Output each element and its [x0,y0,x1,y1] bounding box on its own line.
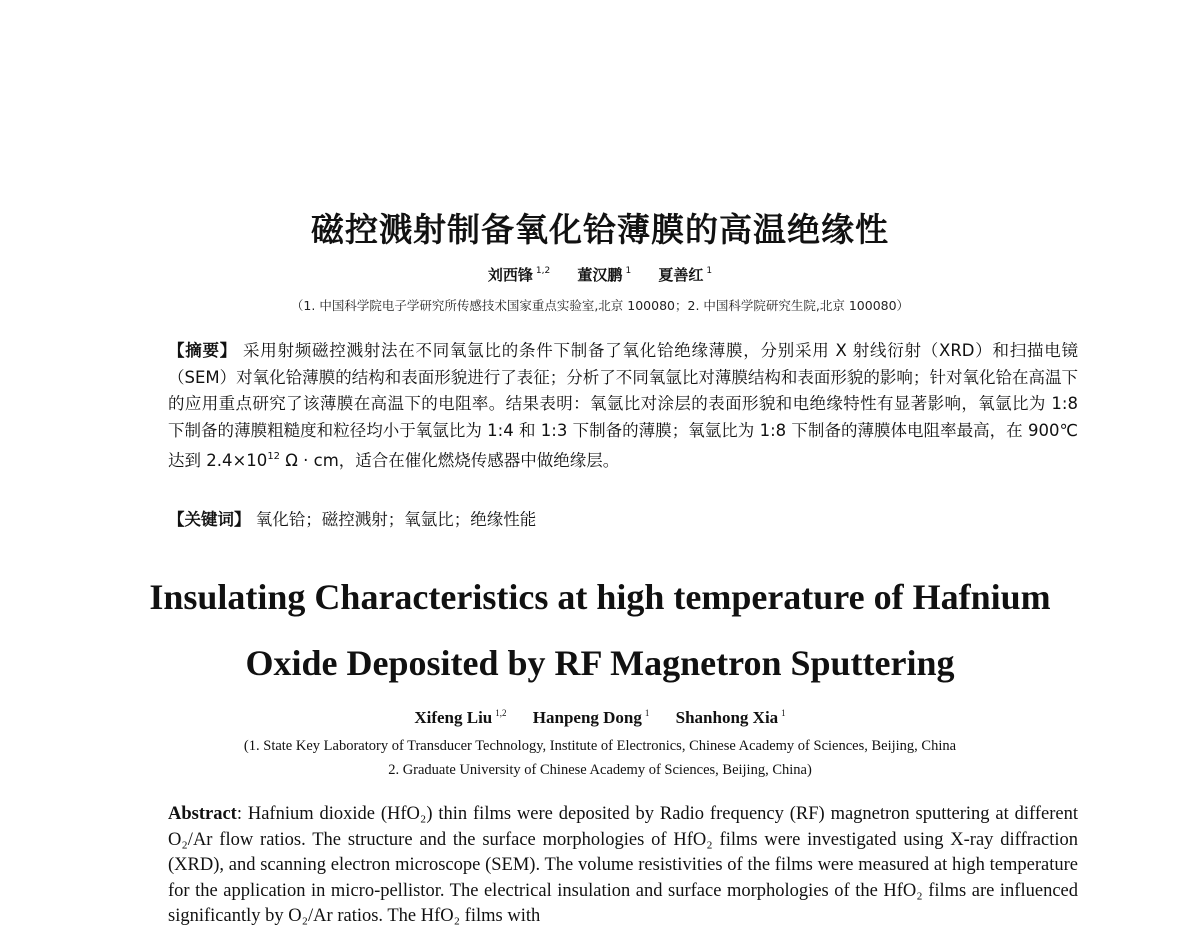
author [488,264,550,285]
keywords-text: 氧化铪；磁控溅射；氧氩比；绝缘性能 [255,510,537,529]
author-affiliation-mark: 1 [625,266,632,276]
chinese-authors [0,264,1200,285]
chinese-title: 磁控溅射制备氧化铪薄膜的高温绝缘性 [311,210,889,249]
english-title-line-1: Insulating Characteristics at high temperature of Hafnium [149,577,1051,617]
chinese-abstract [168,338,1078,475]
english-affiliation-line-2: 2. Graduate University of Chinese Academy of Sciences, Beijing, China) [388,762,812,778]
author-name: 夏善红 [658,266,704,284]
abstract-text-end: Ω · cm，适合在催化燃烧传感器中做绝缘层。 [280,451,620,470]
english-title-line-2: Oxide Deposited by RF Magnetron Sputtering [245,643,955,683]
author [676,708,786,728]
author-name: Hanpeng Dong [532,708,642,727]
author-name: Xifeng Liu [414,708,493,727]
author-affiliation-mark: 1 [706,266,713,276]
author [577,264,631,285]
abstract-text: 采用射频磁控溅射法在不同氧氩比的条件下制备了氧化铪绝缘薄膜，分别采用 X 射线衍射（XRD）和扫描电镜（SEM）对氧化铪薄膜的结构和表面形貌进行了表征；分析了不同氧氩比对薄膜结构和表面形貌的影响；针对氧化铪在高温下的应用重点研究了该薄膜在高温下的电阻率。结果表明：氧氩比对涂层的表面形貌和电绝缘特性有显著影响，氧氩比为 1:8 下制备的薄膜粗糙度和粒径均小于氧氩比为 1:4 和 1:3 下制备的薄膜；氧氩比为 1:8 下制备的薄膜体电阻率最高，在 900℃达到 2.4×10 [168,341,1078,470]
author [658,264,712,285]
english-authors [0,708,1200,728]
chinese-affiliation: （1. 中国科学院电子学研究所传感技术国家重点实验室,北京 100080；2. 中国科学院研究生院,北京 100080） [290,298,910,313]
abstract-label: Abstract [168,804,237,824]
english-affiliation-line-1: (1. State Key Laboratory of Transducer Technology, Institute of Electronics, Chinese Academy of Sciences, Beijing, China [243,738,957,754]
english-abstract [168,802,1078,930]
author-affiliation-mark: 1 [644,708,650,718]
keywords-label: 【关键词】 [168,510,251,529]
author-affiliation-mark: 1 [781,708,786,718]
abstract-label: 【摘要】 [168,341,237,360]
author-name: 刘西锋 [487,266,533,284]
abstract-text: : Hafnium dioxide (HfO₂) thin films were deposited by Radio frequency (RF) magnetron sputtering at different O₂/Ar flow ratios. The structure and the surface morphologies of HfO₂ films were investigated using X-ray diffraction (XRD), and scanning electron microscope (SEM). The volume resistivities of the films were measured at high temperature for the application in micro-pellistor. The electrical insulation and surface morphologies of the HfO₂ films are influenced significantly by O₂/Ar ratios. The HfO₂ films with [168,804,1078,926]
abstract-exponent: 12 [267,451,281,462]
author-affiliation-mark: 1,2 [495,708,507,718]
author-name: 董汉鹏 [577,266,623,284]
author [414,708,506,728]
author [533,708,650,728]
author-name: Shanhong Xia [675,708,779,727]
author-affiliation-mark: 1,2 [535,266,551,276]
chinese-keywords [168,506,536,530]
